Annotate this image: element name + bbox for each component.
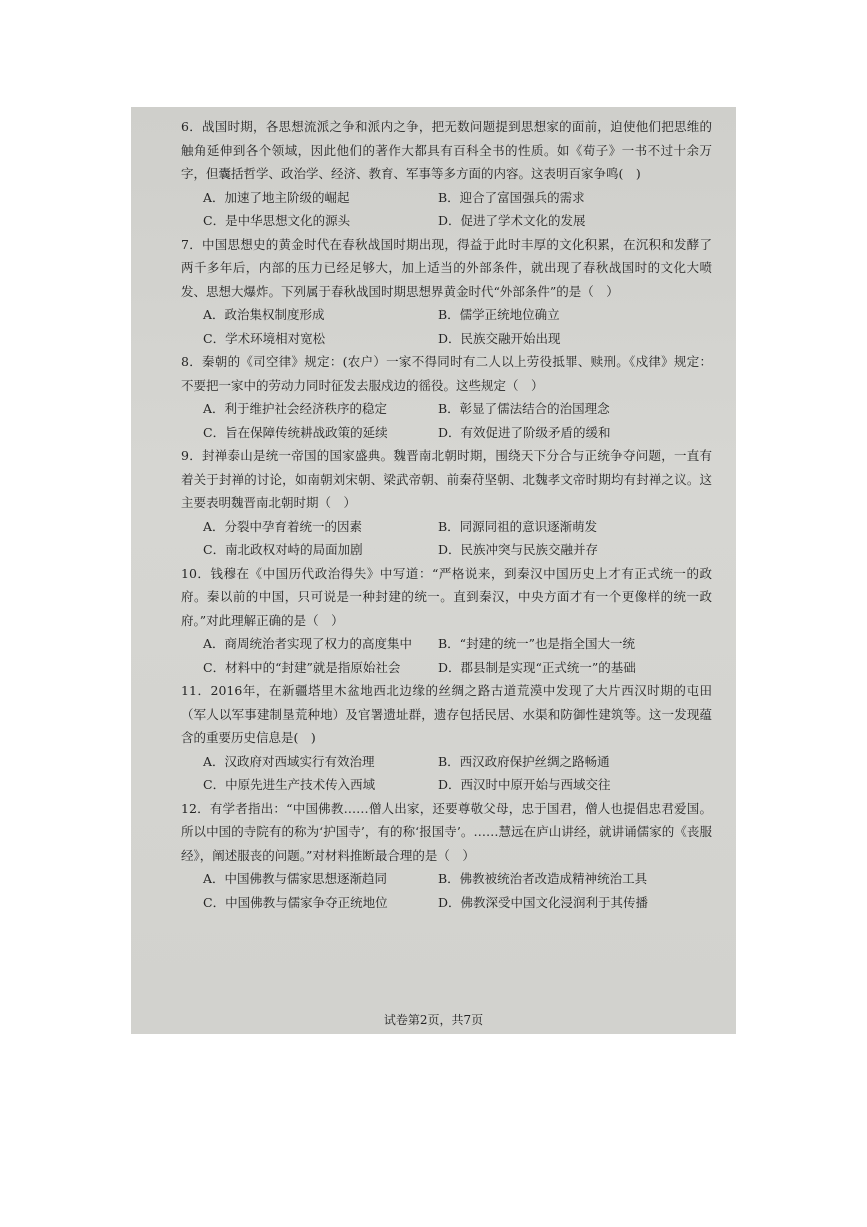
answer-option: C．中原先进生产技术传入西域: [203, 777, 376, 792]
answer-option: A．加速了地主阶级的崛起: [203, 189, 350, 205]
answer-option: C．材料中的“封建”就是指原始社会: [203, 659, 401, 675]
answer-option: C．学术环境相对宽松: [203, 330, 326, 346]
question-stem: 6．战国时期，各思想流派之争和派内之争，把无数问题提到思想家的面前，迫使他们把思维的触角延伸到各个领域，因此他们的著作大都具有百科全书的性质。如《荀子》一书不过十余万字，但囊括哲学、政治学、经济、教育、军事等多方面的内容。这表明百家争鸣( ): [181, 119, 712, 181]
options-grid: [181, 397, 712, 444]
answer-option: B．“封建的统一”也是指全国大一统: [438, 636, 635, 651]
options-grid: [181, 303, 712, 350]
answer-option: B．同源同祖的意识逐渐萌发: [438, 518, 598, 534]
answer-option: C．南北政权对峙的局面加剧: [203, 542, 363, 557]
answer-option: B．彰显了儒法结合的治国理念: [438, 401, 610, 416]
answer-option: B．佛教被统治者改造成精神统治工具: [438, 871, 648, 886]
options-grid: [181, 632, 712, 679]
answer-option: B．迎合了富国强兵的需求: [438, 189, 585, 205]
answer-option: A．中国佛教与儒家思想逐渐趋同: [203, 871, 388, 886]
answer-option: A．分裂中孕育着统一的因素: [203, 518, 363, 534]
answer-option: C．中国佛教与儒家争夺正统地位: [203, 894, 388, 910]
options-grid: [181, 515, 712, 562]
answer-option: D．促进了学术文化的发展: [438, 213, 586, 228]
answer-option: A．利于维护社会经济秩序的稳定: [203, 401, 388, 416]
options-grid: [181, 750, 712, 797]
answer-option: B．西汉政府保护丝绸之路畅通: [438, 753, 610, 769]
question-stem: 10．钱穆在《中国历代政治得失》中写道：“严格说来，到秦汉中国历史上才有正式统一的政府。秦以前的中国，只可说是一种封建的统一。直到秦汉，中央方面才有一个更像样的统一政府。”对此理解正确的是（ ）: [181, 565, 712, 628]
question-stem: 8．秦朝的《司空律》规定：(农户）一家不得同时有二人以上劳役抵罪、赎刑。《戍律》规定：不要把一家中的劳动力同时征发去服戍边的徭役。这些规定（ ）: [181, 354, 712, 393]
question-stem: 11．2016年，在新疆塔里木盆地西北边缘的丝绸之路古道荒漠中发现了大片西汉时期的屯田（军人以军事建制垦荒种地）及官署遗址群，遗存包括民居、水渠和防御性建筑等。这一发现蕴含的重要历史信息是( ): [181, 683, 712, 745]
answer-option: D．西汉时中原开始与西域交往: [438, 777, 611, 792]
answer-option: C．是中华思想文化的源头: [203, 213, 351, 228]
question-block: [181, 679, 712, 797]
question-list: [181, 115, 712, 914]
question-block: [181, 444, 712, 562]
answer-option: A．政治集权制度形成: [203, 307, 325, 322]
answer-option: A．汉政府对西域实行有效治理: [203, 753, 375, 769]
answer-option: D．民族交融开始出现: [438, 330, 561, 346]
page-footer: 试卷第2页，共7页: [383, 1013, 484, 1027]
answer-option: D．佛教深受中国文化浸润利于其传播: [438, 894, 649, 910]
answer-option: D．有效促进了阶级矛盾的缓和: [438, 424, 611, 440]
options-grid: [181, 867, 712, 914]
question-stem: 9．封禅泰山是统一帝国的国家盛典。魏晋南北朝时期，围绕天下分合与正统争夺问题，一直有着关于封禅的讨论，如南朝刘宋朝、梁武帝朝、前秦苻坚朝、北魏孝文帝时期均有封禅之议。这主要表明魏晋南北朝时期（ ）: [181, 448, 712, 510]
answer-option: D．民族冲突与民族交融并存: [438, 542, 599, 557]
question-block: [181, 233, 712, 351]
answer-option: B．儒学正统地位确立: [438, 307, 560, 322]
options-grid: [181, 186, 712, 233]
question-stem: 7．中国思想史的黄金时代在春秋战国时期出现，得益于此时丰厚的文化积累，在沉积和发酵了两千多年后，内部的压力已经足够大，加上适当的外部条件，就出现了春秋战国时的文化大喷发、思想大爆炸。下列属于春秋战国时期思想界黄金时代“外部条件”的是（ ）: [181, 236, 712, 299]
question-block: [181, 115, 712, 233]
question-block: [181, 562, 712, 680]
question-block: [181, 797, 712, 915]
question-block: [181, 350, 712, 444]
question-stem: 12．有学者指出：“中国佛教……僧人出家，还要尊敬父母，忠于国君，僧人也提倡忠君爱国。所以中国的寺院有的称为‘护国寺’，有的称‘报国寺’。……慧远在庐山讲经，就讲诵儒家的《丧服经》，阐述服丧的问题。”对材料推断最合理的是（ ）: [181, 800, 712, 863]
answer-option: A．商周统治者实现了权力的高度集中: [203, 636, 413, 651]
answer-option: D．郡县制是实现“正式统一”的基础: [438, 659, 636, 675]
answer-option: C．旨在保障传统耕战政策的延续: [203, 424, 388, 440]
exam-page: [131, 107, 736, 1034]
